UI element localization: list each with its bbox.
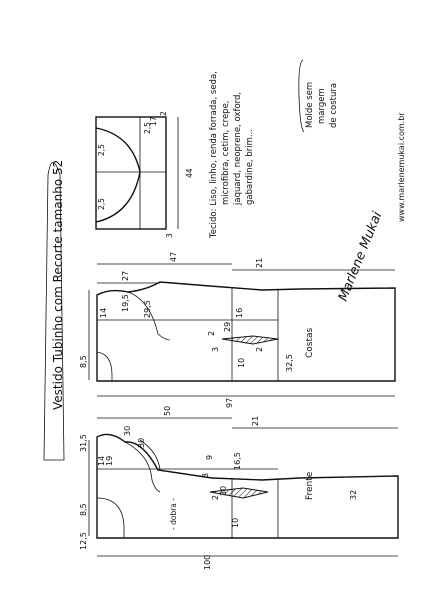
- front-dim-50: 50: [163, 405, 172, 416]
- front-dim-31-5: 31,5: [79, 434, 88, 452]
- signature-text: Marlene Mukai: [335, 209, 386, 304]
- sleeve-piece: [96, 111, 194, 238]
- back-dim-2: 2: [207, 330, 216, 336]
- back-dim-47: 47: [169, 251, 178, 262]
- back-label: Costas: [305, 327, 315, 358]
- front-neck-curve: [97, 498, 124, 538]
- front-dim-30c: 30: [219, 485, 228, 496]
- back-dim-16: 16: [235, 307, 244, 318]
- fabric-line-1: Tecido: Liso, linho, renda forrada, seda,: [209, 71, 219, 238]
- back-dart: [222, 336, 278, 344]
- sleeve-dim-2: 2: [159, 111, 168, 116]
- back-dim-32-5: 32,5: [285, 354, 294, 372]
- front-dim-32: 32: [349, 489, 358, 500]
- back-dims: [79, 252, 294, 408]
- front-dim-14: 14: [97, 455, 106, 466]
- sleeve-outline: [96, 117, 166, 229]
- back-dim-8-5: 8,5: [79, 355, 88, 368]
- website-text: www.marlenemukai.com.br: [397, 112, 406, 222]
- back-dim-27: 27: [121, 270, 130, 281]
- front-dim-9: 9: [205, 454, 214, 460]
- seam-note-line-3: de costura: [329, 82, 339, 128]
- back-dim-2b: 2: [255, 346, 264, 352]
- front-dim-100: 100: [203, 554, 212, 570]
- front-dim-21: 21: [251, 415, 260, 426]
- back-dim-21: 21: [255, 257, 264, 268]
- front-dim-30a: 30: [123, 425, 132, 436]
- website: [397, 112, 406, 222]
- front-piece: [79, 406, 398, 570]
- seam-note-line-1: Molde sem: [305, 81, 315, 128]
- back-dim-29-5: 29,5: [143, 300, 152, 318]
- back-dim-3: 3: [211, 346, 220, 352]
- front-dim-30b: 30: [137, 437, 146, 448]
- back-neck-curve: [97, 352, 112, 381]
- back-dim-29: 29: [223, 321, 232, 332]
- back-dim-19-5: 19,5: [121, 294, 130, 312]
- seam-note: [299, 60, 339, 132]
- sleeve-dim-17: 17: [149, 116, 158, 126]
- sleeve-dim-2-5b: 2,5: [97, 198, 106, 210]
- front-label: Frente: [305, 471, 315, 500]
- front-dims: [79, 406, 358, 570]
- front-dim-10: 10: [231, 517, 240, 528]
- sleeve-dim-2-5c: 2,5: [143, 122, 152, 134]
- fabric-line-3: jaquard, neoprene, oxford,: [233, 91, 243, 205]
- fabric-line-4: gabardine, brim...: [245, 129, 255, 205]
- front-outline: [97, 434, 398, 538]
- fabric-notes: [209, 71, 255, 239]
- sleeve-dim-44: 44: [185, 168, 194, 178]
- fabric-line-2: microfibra, cetim, crepe,: [221, 100, 231, 205]
- front-dim-3: 3: [201, 472, 210, 478]
- sleeve-dim-3: 3: [165, 233, 174, 238]
- back-dim-14: 14: [99, 307, 108, 318]
- sleeve-dims: [97, 111, 194, 238]
- front-dim-16-5: 16,5: [233, 452, 242, 470]
- seam-note-bracket: [299, 60, 304, 132]
- front-fold-label: - dobra -: [169, 498, 178, 530]
- back-dim-97: 97: [225, 397, 234, 408]
- page-title: Vestido Tubinho com Recorte tamanho 52: [51, 159, 65, 410]
- front-dim-12-5: 12,5: [79, 532, 88, 550]
- sleeve-dim-2-5a: 2,5: [97, 144, 106, 156]
- seam-note-line-2: margem: [317, 88, 327, 124]
- front-dim-2: 2: [211, 494, 220, 500]
- front-dim-8-5: 8,5: [79, 503, 88, 516]
- front-dim-19: 19: [105, 455, 114, 466]
- signature: [336, 209, 386, 303]
- back-dim-10: 10: [237, 357, 246, 368]
